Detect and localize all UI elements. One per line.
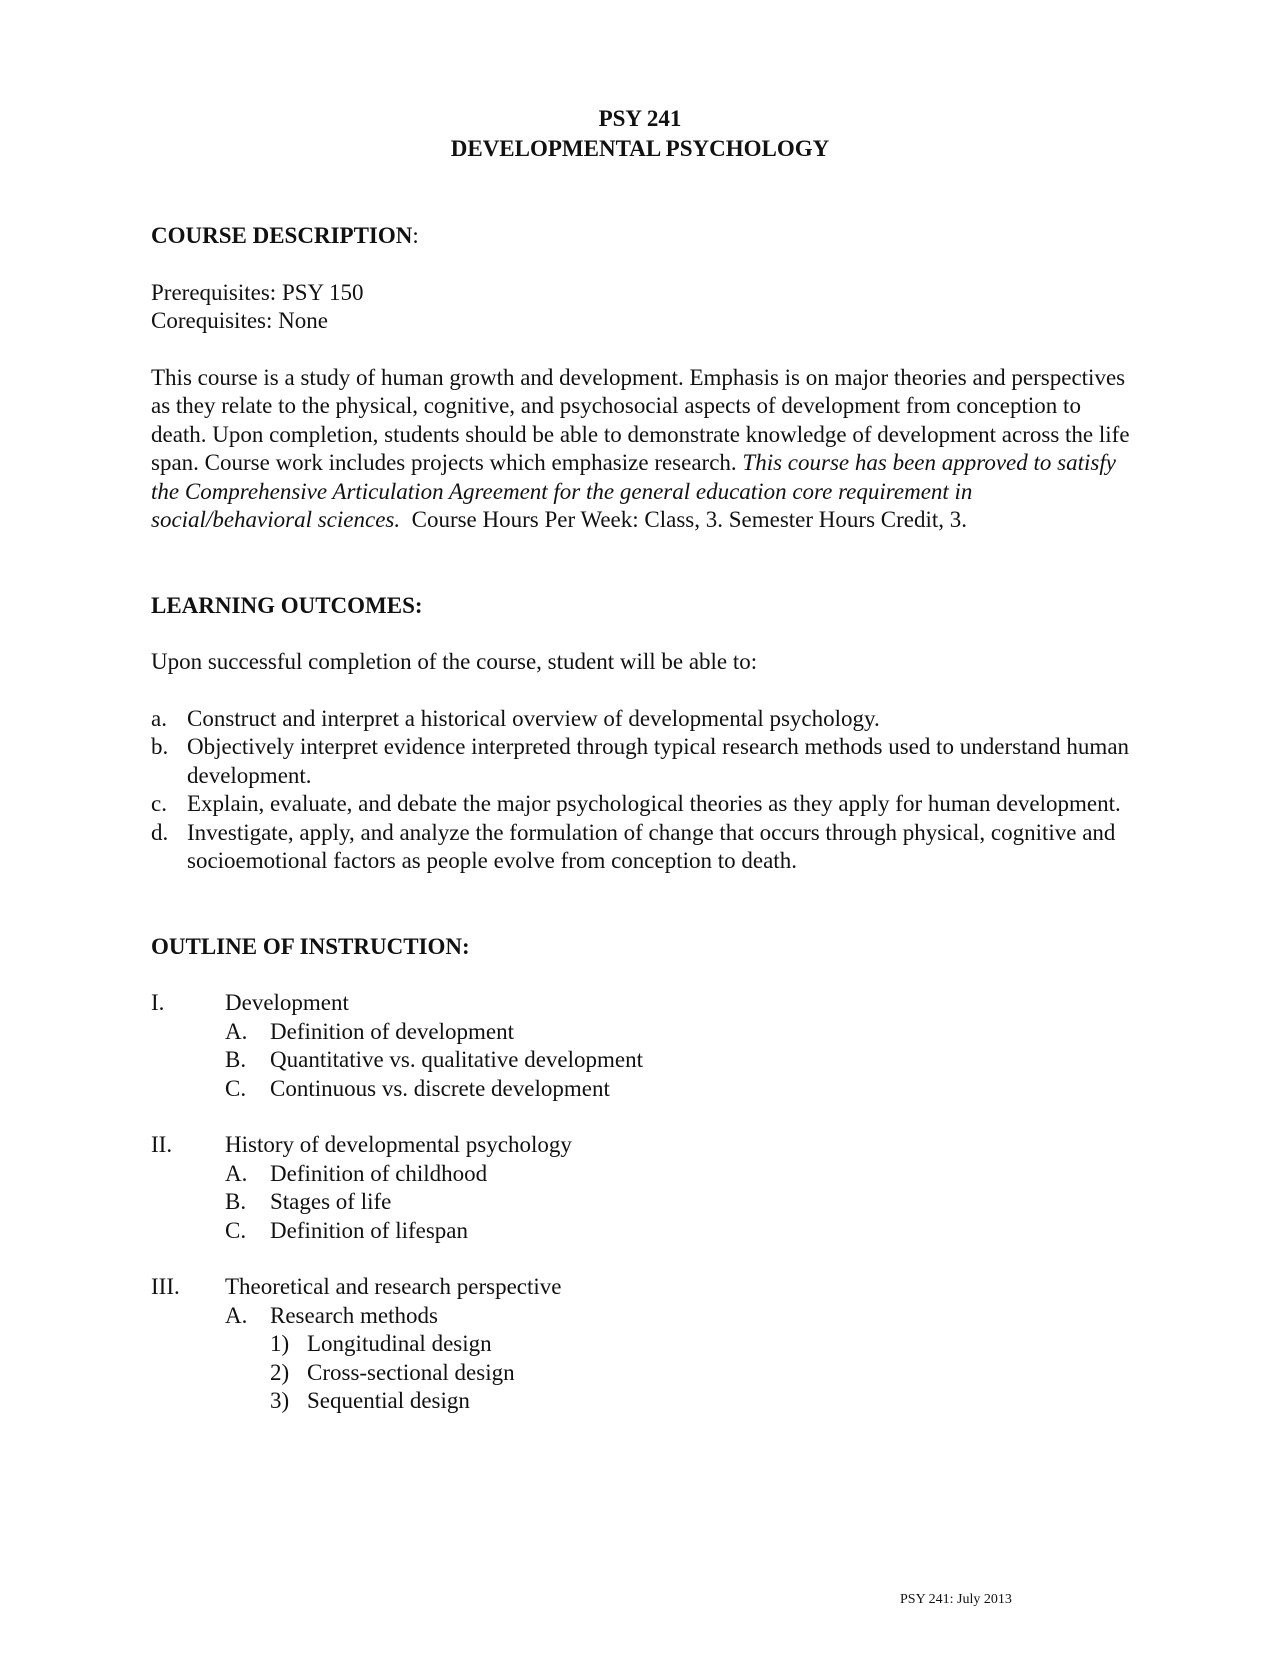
outline-section: III. Theoretical and research perspective A. Research methods 1) Longitudinal design 2) Cross-sectional design 3) Sequential design bbox=[151, 1273, 1131, 1416]
outline-subsubitem: 2) Cross-sectional design bbox=[270, 1359, 515, 1385]
description-tail: Course Hours Per Week: Class, 3. Semester Hours Credit, 3. bbox=[411, 507, 968, 532]
outline-subitem: B. Stages of life bbox=[225, 1189, 392, 1214]
corequisites: Corequisites: None bbox=[151, 308, 328, 333]
outline-subitem: C. Continuous vs. discrete development bbox=[225, 1075, 610, 1101]
course-description-heading: COURSE DESCRIPTION: bbox=[151, 223, 419, 248]
description-italic: This course has been approved to satisfy the Comprehensive Articulation Agreement for the general education core requirement in social/behavioral sciences. bbox=[151, 450, 1116, 532]
list-item: d. Investigate, apply, and analyze the formulation of change that occurs through physical, cognitive and socioemotional factors as people evolve from conception to death. bbox=[151, 819, 1116, 873]
course-code: PSY 241 bbox=[598, 106, 682, 131]
prerequisites: Prerequisites: PSY 150 bbox=[151, 279, 364, 305]
course-title: DEVELOPMENTAL PSYCHOLOGY bbox=[450, 136, 830, 161]
page-footer: PSY 241: July 2013 bbox=[900, 1592, 1012, 1607]
outline-heading: OUTLINE OF INSTRUCTION: bbox=[151, 933, 470, 959]
outline-section: II. History of developmental psychology A. Definition of childhood B. Stages of life C. Definition of lifespan bbox=[151, 1131, 1131, 1245]
outline-subsubitem: 1) Longitudinal design bbox=[270, 1331, 492, 1356]
outline-subsubitem: 3) Sequential design bbox=[270, 1388, 470, 1413]
title-block bbox=[0, 104, 1280, 164]
outline-subitem: C. Definition of lifespan bbox=[225, 1217, 469, 1243]
outline-section-title: Development bbox=[225, 990, 349, 1015]
list-item: a. Construct and interpret a historical overview of developmental psychology. bbox=[151, 705, 880, 731]
list-item: b. Objectively interpret evidence interpreted through typical research methods used to understand human development. bbox=[151, 734, 1130, 788]
outline-subitem: A. Research methods bbox=[225, 1302, 438, 1328]
outline-section: I. Development A. Definition of development B. Quantitative vs. qualitative development C. Continuous vs. discrete development bbox=[151, 989, 1131, 1103]
learning-outcomes-heading: LEARNING OUTCOMES: bbox=[151, 592, 423, 618]
list-item: c. Explain, evaluate, and debate the major psychological theories as they apply for human development. bbox=[151, 791, 1121, 816]
outline-subitem: A. Definition of childhood bbox=[225, 1160, 488, 1186]
outline-subitem: A. Definition of development bbox=[225, 1018, 514, 1044]
outline-section-title: Theoretical and research perspective bbox=[225, 1274, 562, 1299]
outline-section-title: History of developmental psychology bbox=[225, 1132, 572, 1157]
description-plain: This course is a study of human growth and development. Emphasis is on major theories and perspectives as they relate to the physical, cognitive, and psychosocial aspects of development from conception to death. Upon completion, students should be able to demonstrate knowledge of development across the life span. Course work includes projects which emphasize research. bbox=[151, 364, 1130, 475]
learning-outcomes-list bbox=[151, 705, 1131, 876]
course-description-paragraph bbox=[151, 364, 1131, 535]
document-page bbox=[151, 104, 1131, 1416]
outline-subitem: B. Quantitative vs. qualitative development bbox=[225, 1047, 644, 1072]
learning-outcomes-intro: Upon successful completion of the course, student will be able to: bbox=[151, 649, 758, 674]
